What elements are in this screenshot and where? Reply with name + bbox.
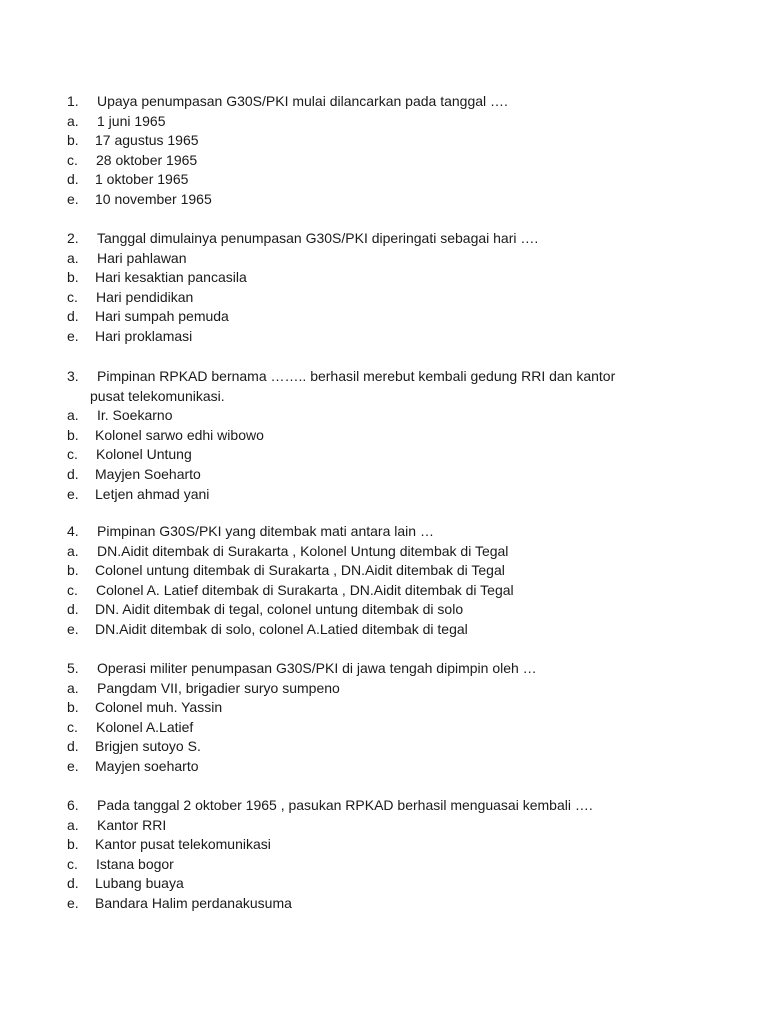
option-text: DN. Aidit ditembak di tegal, colonel untung ditembak di solo	[95, 601, 464, 618]
option-text: Hari kesaktian pancasila	[95, 269, 247, 286]
question-text: Operasi militer penumpasan G30S/PKI di jawa tengah dipimpin oleh …	[97, 660, 537, 676]
option-text: 1 oktober 1965	[95, 171, 189, 188]
option-letter: b.	[67, 699, 79, 716]
option-d	[67, 465, 707, 485]
question-stem	[67, 229, 707, 249]
question-text: Pada tanggal 2 oktober 1965 , pasukan RPKAD berhasil menguasai kembali ….	[97, 797, 593, 813]
option-letter: b.	[67, 562, 79, 579]
option-b	[67, 698, 707, 718]
question-number: 6.	[67, 797, 79, 813]
option-text: 1 juni 1965	[97, 112, 166, 129]
option-letter: b.	[67, 132, 79, 149]
question-2	[67, 229, 707, 347]
question-text: Upaya penumpasan G30S/PKI mulai dilancarkan pada tanggal ….	[97, 93, 508, 109]
option-c	[67, 855, 707, 875]
option-b	[67, 835, 707, 855]
option-text: Pangdam VII, brigadier suryo sumpeno	[97, 679, 340, 696]
option-text: Letjen ahmad yani	[95, 485, 210, 502]
option-letter: d.	[67, 308, 79, 325]
question-text-continued: pusat telekomunikasi.	[90, 387, 225, 404]
option-text: Hari proklamasi	[95, 327, 193, 344]
option-a	[67, 112, 707, 132]
option-text: Colonel A. Latief ditembak di Surakarta , DN.Aidit ditembak di Tegal	[96, 581, 514, 598]
question-text: Tanggal dimulainya penumpasan G30S/PKI diperingati sebagai hari ….	[97, 230, 539, 246]
option-e	[67, 894, 707, 914]
option-text: Hari pahlawan	[97, 249, 187, 266]
option-letter: c.	[67, 581, 78, 598]
option-letter: d.	[67, 601, 79, 618]
option-d	[67, 307, 707, 327]
option-text: Hari sumpah pemuda	[95, 308, 229, 325]
option-letter: e.	[67, 485, 79, 502]
option-text: Ir. Soekarno	[97, 407, 173, 424]
option-c	[67, 718, 707, 738]
question-number: 1.	[67, 93, 79, 109]
option-letter: a.	[67, 679, 79, 696]
option-letter: e.	[67, 190, 79, 207]
option-a	[67, 679, 707, 699]
option-text: 10 november 1965	[95, 190, 212, 207]
option-b	[67, 561, 707, 581]
option-letter: b.	[67, 836, 79, 853]
option-text: Bandara Halim perdanakusuma	[95, 894, 292, 911]
option-text: Mayjen soeharto	[95, 757, 199, 774]
option-letter: b.	[67, 269, 79, 286]
option-c	[67, 151, 707, 171]
option-a	[67, 406, 707, 426]
question-number: 5.	[67, 660, 79, 676]
question-text: Pimpinan G30S/PKI yang ditembak mati antara lain …	[97, 523, 434, 539]
option-letter: e.	[67, 757, 79, 774]
option-b	[67, 131, 707, 151]
option-text: 17 agustus 1965	[95, 132, 199, 149]
option-c	[67, 445, 707, 465]
option-text: DN.Aidit ditembak di Surakarta , Kolonel Untung ditembak di Tegal	[97, 542, 509, 559]
option-letter: d.	[67, 465, 79, 482]
option-letter: c.	[67, 446, 78, 463]
option-letter: a.	[67, 112, 79, 129]
question-stem	[67, 367, 707, 387]
option-letter: a.	[67, 407, 79, 424]
option-letter: d.	[67, 171, 79, 188]
option-b	[67, 268, 707, 288]
question-stem-continuation	[67, 387, 707, 407]
option-e	[67, 485, 707, 505]
question-6	[67, 796, 707, 914]
option-d	[67, 737, 707, 757]
option-text: Lubang buaya	[95, 875, 184, 892]
option-letter: d.	[67, 875, 79, 892]
option-d	[67, 170, 707, 190]
option-d	[67, 874, 707, 894]
option-letter: e.	[67, 327, 79, 344]
question-4	[67, 522, 707, 640]
option-e	[67, 327, 707, 347]
option-letter: a.	[67, 816, 79, 833]
option-a	[67, 816, 707, 836]
option-text: Kolonel Untung	[96, 446, 192, 463]
question-stem	[67, 92, 707, 112]
option-b	[67, 426, 707, 446]
option-text: Kolonel sarwo edhi wibowo	[95, 426, 264, 443]
question-1	[67, 92, 707, 210]
option-letter: a.	[67, 542, 79, 559]
option-letter: a.	[67, 249, 79, 266]
option-letter: c.	[67, 288, 78, 305]
question-text: Pimpinan RPKAD bernama …….. berhasil merebut kembali gedung RRI dan kantor	[97, 368, 616, 384]
option-e	[67, 757, 707, 777]
option-text: Kantor RRI	[97, 816, 167, 833]
option-letter: c.	[67, 151, 78, 168]
option-text: Colonel muh. Yassin	[95, 699, 223, 716]
option-text: Brigjen sutoyo S.	[95, 738, 201, 755]
question-number: 2.	[67, 230, 79, 246]
option-text: Kolonel A.Latief	[96, 718, 194, 735]
question-3	[67, 367, 707, 504]
option-c	[67, 581, 707, 601]
option-text: Colonel untung ditembak di Surakarta , DN.Aidit ditembak di Tegal	[95, 562, 505, 579]
option-text: 28 oktober 1965	[96, 151, 198, 168]
option-letter: e.	[67, 894, 79, 911]
question-5	[67, 659, 707, 777]
option-text: Istana bogor	[96, 855, 174, 872]
question-number: 4.	[67, 523, 79, 539]
option-e	[67, 620, 707, 640]
option-letter: c.	[67, 718, 78, 735]
question-stem	[67, 522, 707, 542]
option-a	[67, 249, 707, 269]
question-number: 3.	[67, 368, 79, 384]
option-e	[67, 190, 707, 210]
option-text: Mayjen Soeharto	[95, 465, 201, 482]
option-letter: b.	[67, 426, 79, 443]
option-d	[67, 600, 707, 620]
question-stem	[67, 659, 707, 679]
option-a	[67, 542, 707, 562]
option-c	[67, 288, 707, 308]
option-letter: c.	[67, 855, 78, 872]
option-letter: e.	[67, 620, 79, 637]
option-text: DN.Aidit ditembak di solo, colonel A.Latied ditembak di tegal	[95, 620, 468, 637]
option-text: Kantor pusat telekomunikasi	[95, 836, 271, 853]
option-text: Hari pendidikan	[96, 288, 194, 305]
question-stem	[67, 796, 707, 816]
option-letter: d.	[67, 738, 79, 755]
